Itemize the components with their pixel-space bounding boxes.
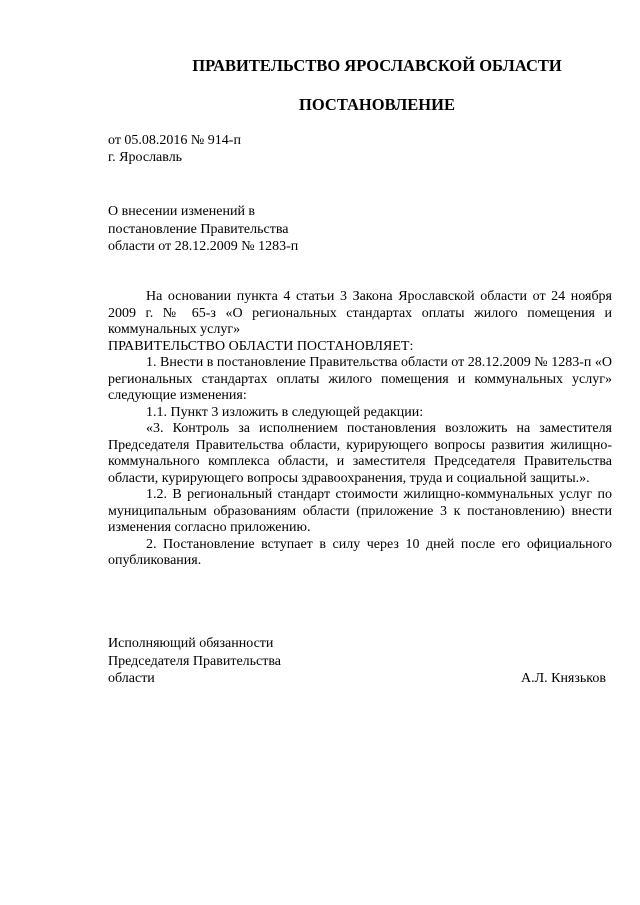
document-meta [108, 132, 241, 166]
signature-block [108, 635, 606, 688]
government-title: ПРАВИТЕЛЬСТВО ЯРОСЛАВСКОЙ ОБЛАСТИ [192, 56, 562, 75]
item-1-1-quote: «3. Контроль за исполнением постановления возложить на заместителя Председателя Правительства области, курирующего вопросы развития жилищно-коммунального комплекса области, и заместителя Председателя Правительства области, курирующего вопросы здравоохранения, труда и социальной защиты.». [108, 421, 612, 486]
item-2: 2. Постановление вступает в силу через 10 дней после его официального опубликования. [108, 536, 612, 568]
signatory-position-line: области [108, 671, 155, 686]
signatory-position-line: Исполняющий обязанности [108, 636, 274, 651]
subject-line: постановление Правительства [108, 221, 289, 237]
document-subject [108, 203, 298, 256]
date-number: от 05.08.2016 № 914-п [108, 133, 241, 148]
subject-line: области от 28.12.2009 № 1283-п [108, 239, 299, 254]
document-type-title: ПОСТАНОВЛЕНИЕ [299, 95, 455, 114]
preamble-paragraph: На основании пункта 4 статьи 3 Закона Ярославской области от 24 ноября 2009 г. № 65-з «О региональных стандартах оплаты жилого помещения и коммунальных услуг» [108, 289, 612, 337]
document-body [108, 289, 612, 570]
item-1-1: 1.1. Пункт 3 изложить в следующей редакции: [146, 404, 424, 420]
item-1: 1. Внести в постановление Правительства области от 28.12.2009 № 1283-п «О региональных стандартах оплаты жилого помещения и коммунальных услуг» следующие изменения: [108, 355, 612, 403]
subject-line: О внесении изменений в [108, 204, 256, 219]
signatory-name: А.Л. Князьков [521, 671, 606, 686]
signature-row [108, 670, 606, 688]
signatory-position-line: Председателя Правительства [108, 653, 282, 669]
item-1-2: 1.2. В региональный стандарт стоимости жилищно-коммунальных услуг по муниципальным образованиям области (приложение 3 к постановлению) внести изменения согласно приложению. [108, 487, 612, 535]
resolves-line: ПРАВИТЕЛЬСТВО ОБЛАСТИ ПОСТАНОВЛЯЕТ: [108, 338, 414, 354]
city: г. Ярославль [108, 150, 183, 165]
